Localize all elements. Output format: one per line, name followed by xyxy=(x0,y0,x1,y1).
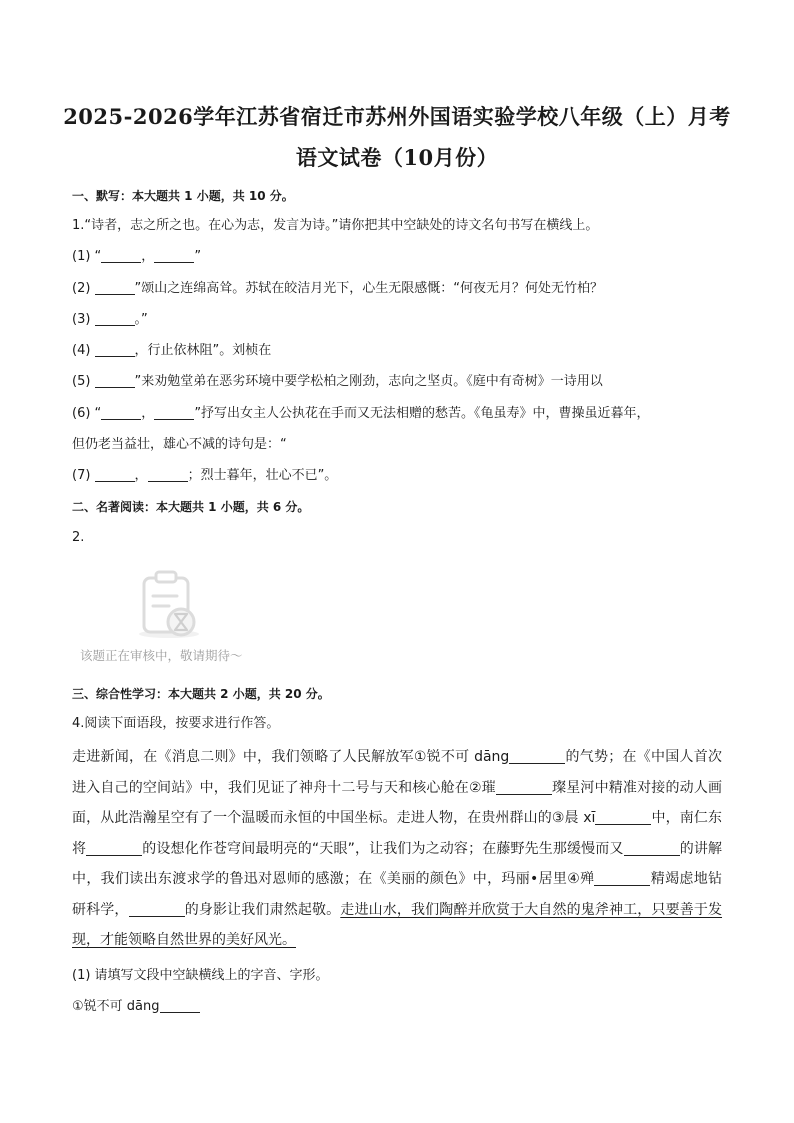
answer-blank[interactable] xyxy=(95,467,135,482)
answer-blank[interactable] xyxy=(95,280,135,295)
answer-blank[interactable] xyxy=(160,998,200,1013)
answer-blank[interactable] xyxy=(154,248,194,263)
item-2: (2) ”颂山之连绵高耸。苏轼在皎洁月光下，心生无限感慨：“何夜无月？何处无竹柏？ xyxy=(72,281,604,296)
answer-blank[interactable] xyxy=(101,405,141,420)
document-title-line-2: 语文试卷（10月份） xyxy=(295,145,499,170)
answer-blank[interactable] xyxy=(624,841,680,856)
answer-blank[interactable] xyxy=(95,342,135,357)
item-5: (5) ”来劝勉堂弟在恶劣环境中要学松柏之刚劲，志向之坚贞。《庭中有奇树》一诗用以 xyxy=(72,374,603,389)
item-3: (3) 。” xyxy=(72,312,148,327)
section-1-heading: 一、默写：本大题共 1 小题，共 10 分。 xyxy=(72,189,294,203)
question-2-number: 2. xyxy=(72,530,85,545)
item-4: (4) ，行止依林阻”。刘桢在 xyxy=(72,343,272,358)
item-6: (6) “ ， ”抒写出女主人公执花在手而又无法相赠的愁苦。《龟虽寿》中，曹操虽近暮年， xyxy=(72,406,650,421)
document-title-line-1: 2025-2026学年江苏省宿迁市苏州外国语实验学校八年级（上）月考 xyxy=(63,104,731,129)
section-2-heading: 二、名著阅读：本大题共 1 小题，共 6 分。 xyxy=(72,500,310,514)
answer-blank[interactable] xyxy=(509,749,565,764)
answer-blank[interactable] xyxy=(95,373,135,388)
underlined-sentence: 走进山水，我们陶醉并欣赏于大自然的鬼斧神工，只要善于发现，才能领略自然世界的美好风光。 xyxy=(72,901,723,948)
answer-blank[interactable] xyxy=(95,311,135,326)
question-1-prompt: 1.“诗者，志之所之也。在心为志，发言为诗。”请你把其中空缺处的诗文名句书写在横线上。 xyxy=(72,218,599,233)
answer-blank[interactable] xyxy=(129,902,185,917)
answer-blank[interactable] xyxy=(154,405,194,420)
answer-blank[interactable] xyxy=(148,467,188,482)
item-6-continued: 但仍老当益壮，雄心不减的诗句是：“ xyxy=(72,437,287,452)
sub-question-1-item-a: ①锐不可 dāng xyxy=(72,997,732,1017)
reading-passage: 走进新闻，在《消息二则》中，我们领略了人民解放军①锐不可 dāng 的气势；在《中国人首次进入自己的空间站》中，我们见证了神舟十二号与天和核心舱在②璀 璨星河中精准对接的动人画面，从此浩瀚星空有了一个温暖而永恒的中国坐标。走进人物，在贵州群山的③晨 xī 中，南仁东将 的设想化作苍穹间最明亮的“天眼”，让我们为之动容；在藤野先生那缓慢而又 的讲解中，我们读出东渡求学的鲁迅对恩师的感激；在《美丽的颜色》中，玛丽•居里④殚 精竭虑地钻研科学， 的身影让我们肃然起敬。走进山水，我们陶醉并欣赏于大自然的鬼斧神工，只要善于发现，才能领略自然世界的美好风光。 xyxy=(72,749,723,948)
answer-blank[interactable] xyxy=(496,780,552,795)
answer-blank[interactable] xyxy=(595,810,651,825)
answer-blank[interactable] xyxy=(101,248,141,263)
sub-question-1: (1) 请填写文段中空缺横线上的字音、字形。 xyxy=(72,968,329,983)
answer-blank[interactable] xyxy=(594,871,650,886)
question-4-prompt: 4.阅读下面语段，按要求进行作答。 xyxy=(72,716,280,731)
clipboard-hourglass-icon xyxy=(133,568,203,640)
item-7: (7) ， ；烈士暮年，壮心不已”。 xyxy=(72,468,338,483)
section-3-heading: 三、综合性学习：本大题共 2 小题，共 20 分。 xyxy=(72,687,330,701)
item-1: (1) “ ， ” xyxy=(72,249,202,264)
placeholder-caption: 该题正在审核中，敬请期待～ xyxy=(80,648,243,663)
answer-blank[interactable] xyxy=(86,841,142,856)
